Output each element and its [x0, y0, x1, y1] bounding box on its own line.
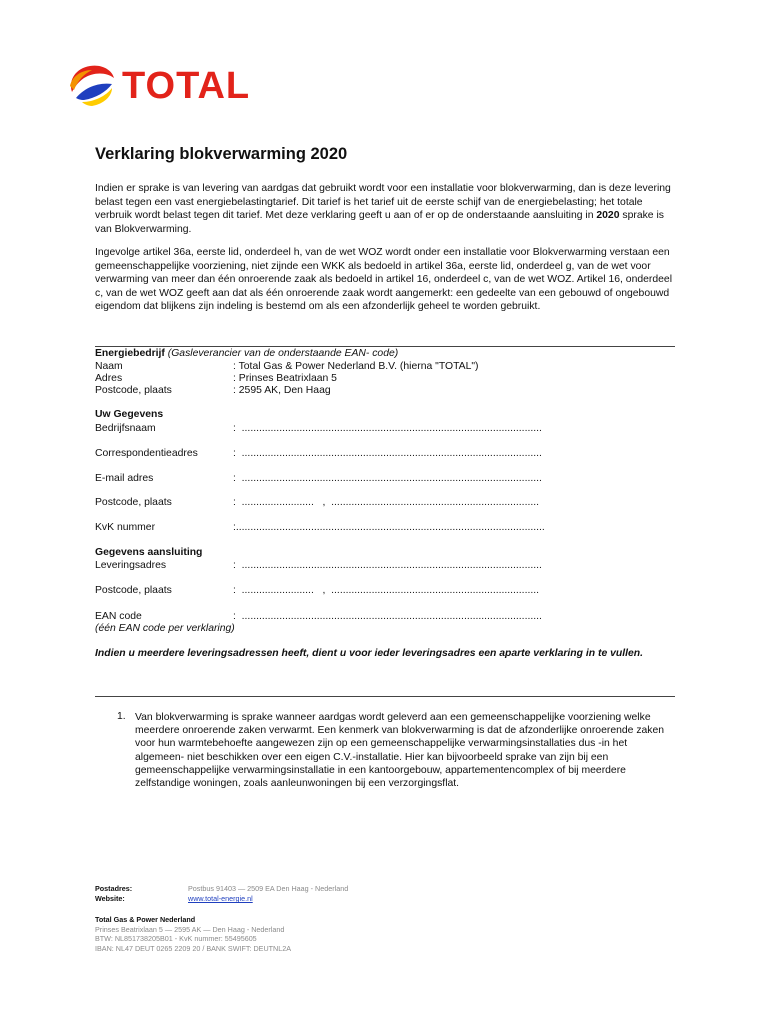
connection-heading: Gegevens aansluiting [95, 547, 203, 558]
energy-name-label: Naam [95, 361, 123, 372]
ean-field[interactable]: : ........................................................................................................ [233, 611, 542, 622]
website-link[interactable]: www.total-energie.nl [188, 894, 253, 903]
energy-address-value: : Prinses Beatrixlaan 5 [233, 373, 337, 384]
total-logo-icon [66, 62, 120, 108]
intro-year: 2020 [596, 210, 620, 222]
postcode-field[interactable]: : ......................... , ........................................................................ [233, 497, 540, 508]
delivery-address-field[interactable]: : ........................................................................................................ [233, 560, 542, 571]
energy-postcode-label: Postcode, plaats [95, 385, 172, 396]
energy-name-value: : Total Gas & Power Nederland B.V. (hierna "TOTAL") [233, 361, 479, 372]
total-logo [66, 62, 256, 108]
postal-label: Postadres: [95, 884, 133, 893]
footer-address: Prinses Beatrixlaan 5 — 2595 AK — Den Haag - Nederland [95, 924, 285, 934]
energy-heading [95, 348, 398, 361]
ean-label: EAN code [95, 611, 142, 622]
postcode-label: Postcode, plaats [95, 497, 172, 508]
footer [95, 884, 495, 953]
intro-paragraph-1 [95, 182, 680, 236]
connection-postcode-label: Postcode, plaats [95, 585, 172, 596]
correspondence-address-label: Correspondentieadres [95, 448, 198, 459]
footer-company: Total Gas & Power Nederland [95, 915, 196, 924]
energy-subheading: (Gasleverancier van de onderstaande EAN- code) [164, 348, 399, 359]
divider [95, 346, 675, 347]
footer-contact [95, 884, 495, 903]
intro-text: Indien er sprake is van levering van aardgas dat gebruikt wordt voor een installatie voor blokverwarming, dan is deze levering belast tegen een vast energiebelastingtarief. Dit tarief is het tarief uit de eerste schijf van de energiebelasting; het totale verbruik wordt belast tegen dit tarief. Met deze verklaring geeft u aan of er op de onderstaande aansluiting in [95, 183, 671, 222]
your-data-heading: Uw Gegevens [95, 409, 164, 420]
kvk-field[interactable]: :........................................................................................................... [233, 522, 545, 533]
ean-note: (één EAN code per verklaring) [95, 623, 235, 634]
footer-iban: IBAN: NL47 DEUT 0265 2209 20 / BANK SWIFT: DEUTNL2A [95, 943, 292, 953]
correspondence-address-field[interactable]: : ........................................................................................................ [233, 448, 542, 459]
kvk-label: KvK nummer [95, 522, 156, 533]
intro-text-end: sprake is van Blokverwarming. [95, 210, 664, 235]
connection-postcode-field[interactable]: : ......................... , ........................................................................ [233, 585, 540, 596]
postal-value: Postbus 91403 — 2509 EA Den Haag - Nederland [188, 884, 349, 893]
energy-postcode-value: : 2595 AK, Den Haag [233, 385, 331, 396]
delivery-address-label: Leveringsadres [95, 560, 167, 571]
energy-address-label: Adres [95, 373, 123, 384]
website-label: Website: [95, 894, 125, 903]
email-label: E-mail adres [95, 473, 154, 484]
intro-paragraph-2: Ingevolge artikel 36a, eerste lid, onderdeel h, van de wet WOZ wordt onder een installatie voor Blokverwarming verstaan een gemeenschappelijke voorziening, niet zijnde een WKK als bedoeld in artikel 36a, eerste lid, onderdeel g, van de wet voor verwarming van meer dan één onroerende zaak als bedoeld in artikel 16, onderdeel c, van de wet WOZ. Artikel 16, onderdeel c, van de wet WOZ geeft aan dat als één onroerende zaak wordt aangemerkt: een gedeelte van een gebouwd of ongebouwd eigendom dat blijkens zijn indeling is bestemd om als een afzonderlijk geheel te worden gebruikt. [95, 247, 673, 313]
divider [95, 696, 675, 697]
company-name-field[interactable]: : ........................................................................................................ [233, 423, 542, 434]
multiple-addresses-notice: Indien u meerdere leveringsadressen heeft, dient u voor ieder leveringsadres een aparte verklaring in te vullen. [95, 648, 644, 659]
page-title: Verklaring blokverwarming 2020 [95, 145, 348, 163]
energy-heading-label: Energiebedrijf [95, 348, 165, 359]
footer-vat: BTW: NL851738205B01 - KvK nummer: 55495605 [95, 934, 257, 943]
logo-text: TOTAL [122, 65, 251, 107]
footnote-text: Van blokverwarming is sprake wanneer aardgas wordt geleverd aan een gemeenschappelijke voorziening welke meerdere onroerende zaken verwarmt. Een kenmerk van blokverwarming is dat de afzonderlijke onroerende zaken voor hun warmtebehoefte aangewezen zijn op een gemeenschappelijke verwarmingsinstallaties dus -in het algemeen- niet beschikken over een eigen C.V.-installatie. Hier kan bijvoorbeeld sprake van zijn bij een gemeenschappelijke verwarmingsinstallatie in een kantoorgebouw, appartementencomplex of bij meerdere zelfstandige woningen, zoals aanleunwoningen bij een verzorgingsflat. [135, 712, 665, 790]
email-field[interactable]: : ........................................................................................................ [233, 473, 542, 484]
footnote-number: 1. [117, 711, 126, 722]
company-name-label: Bedrijfsnaam [95, 423, 156, 434]
